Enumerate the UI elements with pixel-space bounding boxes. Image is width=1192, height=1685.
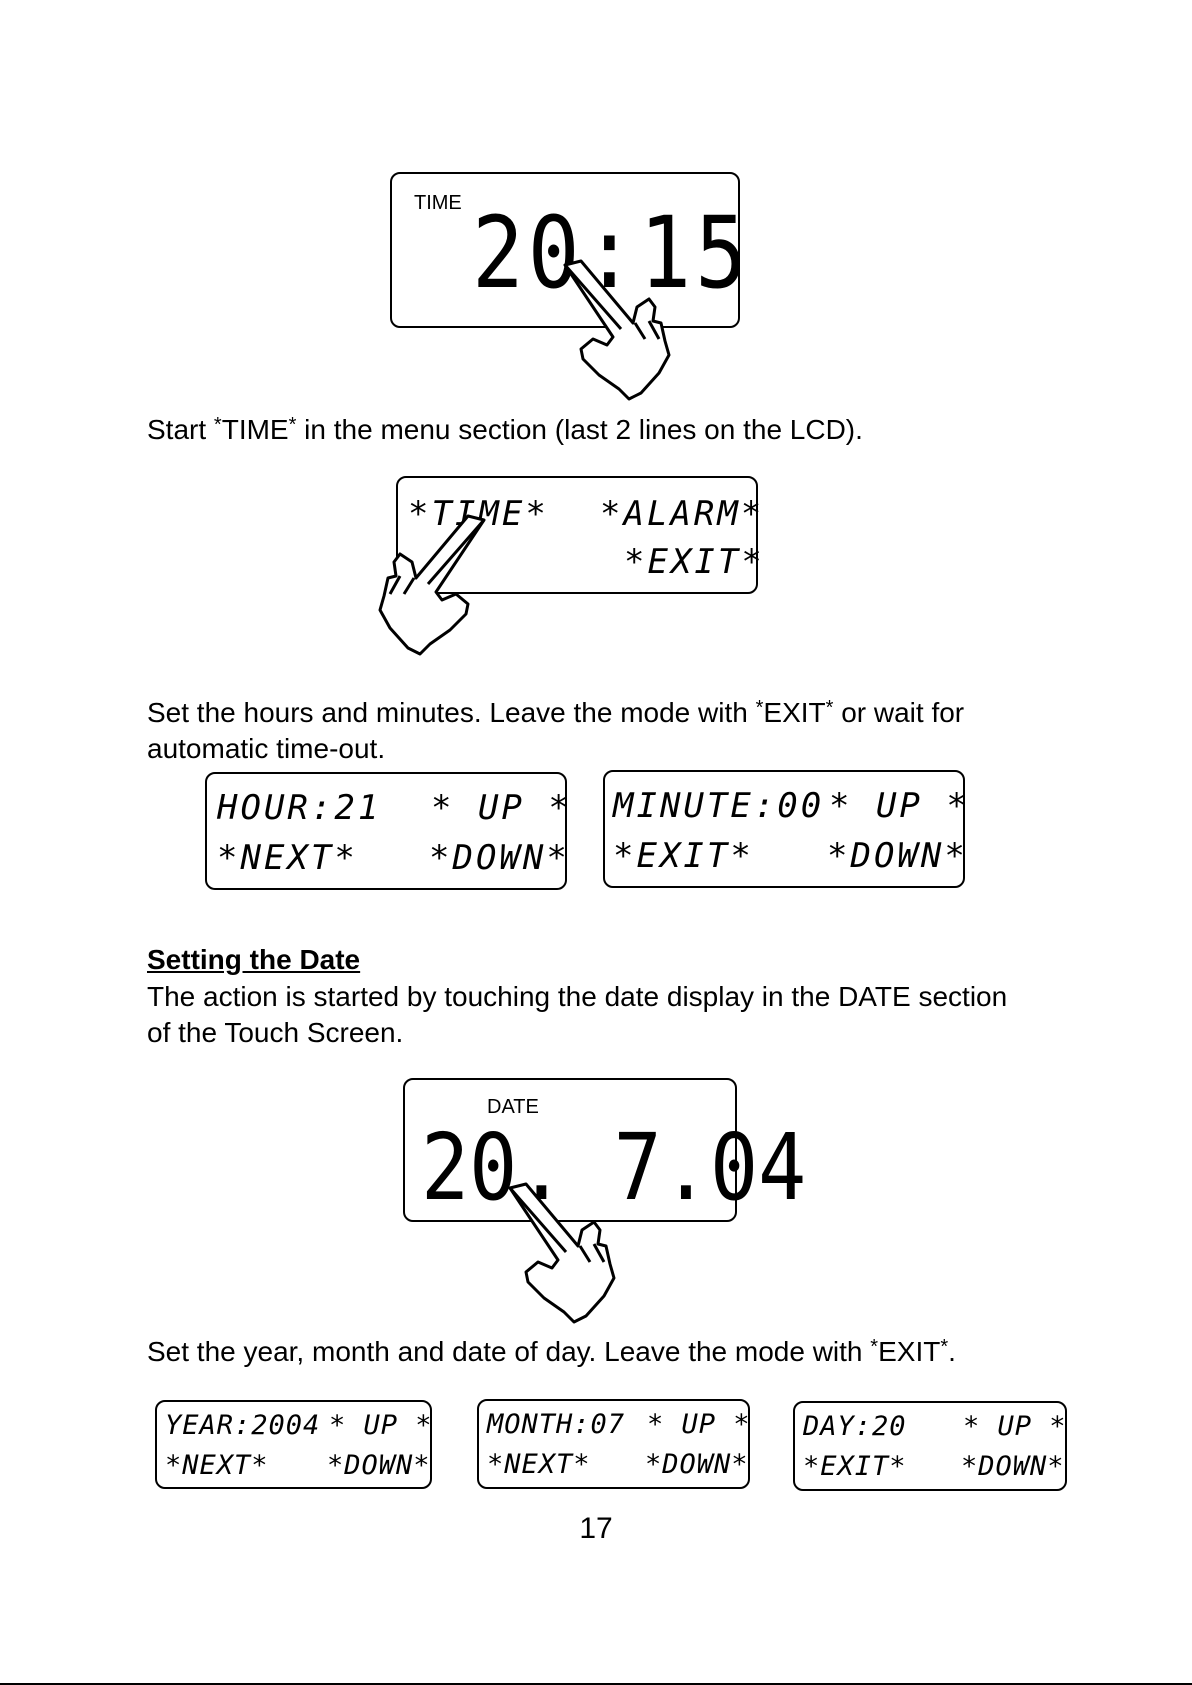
hour-next-button[interactable]: *NEXT* bbox=[217, 838, 358, 878]
hand-pointer-icon bbox=[364, 520, 484, 660]
time-display-label: TIME bbox=[414, 192, 462, 214]
instruction-start-time: Start *TIME* in the menu section (last 2 lines on the LCD). bbox=[147, 414, 863, 445]
hour-up-button[interactable]: * UP * bbox=[431, 788, 572, 828]
date-intro-line2: of the Touch Screen. bbox=[147, 1017, 404, 1048]
year-down-button[interactable]: *DOWN* bbox=[327, 1450, 431, 1481]
month-next-button[interactable]: *NEXT* bbox=[487, 1449, 591, 1480]
minute-value: MINUTE:00 bbox=[613, 786, 825, 826]
day-down-button[interactable]: *DOWN* bbox=[961, 1451, 1065, 1482]
year-up-button[interactable]: * UP * bbox=[329, 1410, 433, 1441]
day-display bbox=[793, 1401, 1067, 1491]
menu-item-exit[interactable]: *EXIT* bbox=[624, 542, 765, 582]
month-up-button[interactable]: * UP * bbox=[647, 1409, 751, 1440]
menu-item-time[interactable]: *TIME* bbox=[408, 494, 549, 534]
instruction-set-year: Set the year, month and date of day. Leave the mode with *EXIT*. bbox=[147, 1336, 956, 1367]
menu-item-alarm[interactable]: *ALARM* bbox=[600, 494, 765, 534]
page-number: 17 bbox=[579, 1512, 613, 1545]
instruction-set-hours-line2: automatic time-out. bbox=[147, 733, 386, 764]
date-intro-line1: The action is started by touching the date display in the DATE section bbox=[147, 981, 1008, 1012]
date-display-value: 20. 7.04 bbox=[421, 1114, 807, 1221]
hour-display bbox=[205, 772, 572, 890]
hand-pointer-icon bbox=[565, 265, 685, 405]
minute-down-button[interactable]: *DOWN* bbox=[827, 836, 968, 876]
year-display bbox=[155, 1400, 432, 1489]
minute-exit-button[interactable]: *EXIT* bbox=[613, 836, 754, 876]
minute-up-button[interactable]: * UP * bbox=[829, 786, 970, 826]
day-value: DAY:20 bbox=[803, 1411, 907, 1442]
hand-pointer-icon bbox=[510, 1188, 630, 1328]
month-down-button[interactable]: *DOWN* bbox=[645, 1449, 749, 1480]
day-up-button[interactable]: * UP * bbox=[963, 1411, 1067, 1442]
day-exit-button[interactable]: *EXIT* bbox=[803, 1451, 907, 1482]
hour-down-button[interactable]: *DOWN* bbox=[429, 838, 570, 878]
year-next-button[interactable]: *NEXT* bbox=[165, 1450, 269, 1481]
month-display bbox=[477, 1399, 750, 1489]
month-value: MONTH:07 bbox=[487, 1409, 626, 1440]
time-display-value: 20:15 bbox=[472, 196, 751, 311]
date-display-label: DATE bbox=[487, 1096, 539, 1118]
year-value: YEAR:2004 bbox=[165, 1410, 321, 1441]
minute-display bbox=[603, 770, 970, 888]
hour-value: HOUR:21 bbox=[217, 788, 382, 828]
section-heading: Setting the Date bbox=[147, 944, 361, 975]
instruction-set-hours: Set the hours and minutes. Leave the mode with *EXIT* or wait for bbox=[147, 697, 965, 728]
